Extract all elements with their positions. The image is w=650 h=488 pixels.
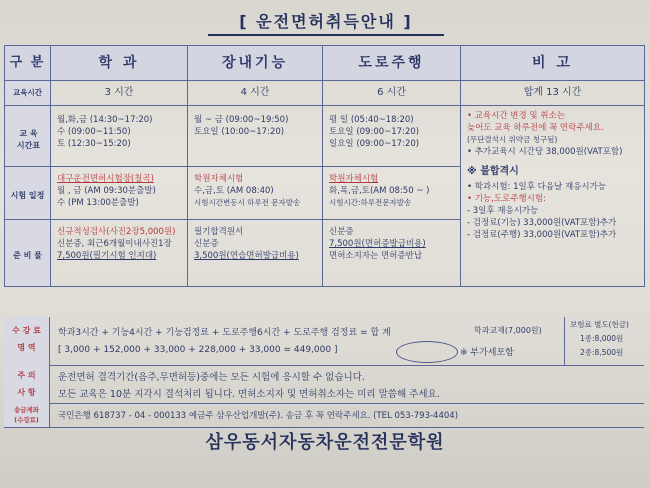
page-title: [ 운전면허취득안내 ] <box>208 10 444 36</box>
header-notes: 비 고 <box>461 46 645 81</box>
title-text: 운전면허취득안내 <box>256 12 396 31</box>
prep-skills-line: 필기합격원서 <box>194 227 244 237</box>
caution-label <box>4 365 50 403</box>
schedule-label-2: 시간표 <box>16 140 41 150</box>
fees-label-2: 명 역 <box>17 343 36 352</box>
total-circle <box>396 341 458 363</box>
notes-line: - 검정료(기능) 33,000원(VAT포함)추가 <box>467 218 617 228</box>
prep-label: 준 비 물 <box>5 220 51 287</box>
account-label-1: 송금계좌 <box>13 406 40 414</box>
info-table <box>4 45 645 287</box>
schedule-road <box>323 106 461 167</box>
exam-classroom-line: 대구운전면허시험장(칠곡) <box>57 174 154 184</box>
notes-line: • 추가교육시 시간당 38,000원(VAT포함) <box>467 147 623 157</box>
exam-road-line: 화,목,금,토(AM 08:50 ~ ) <box>329 186 430 196</box>
caution-line-1: 운전면허 결격기간(음주,무면허등)중에는 모든 시험에 응시할 수 없습니다. <box>58 372 365 383</box>
account-text: 국민은행 618737 - 04 - 000133 예금주 삼우산업개발(주). 송금 후 꼭 연락주세요. (TEL 053-793-4404) <box>58 411 459 421</box>
fees-label-1: 수 강 료 <box>12 326 41 335</box>
caution-line-2: 모든 교육은 10분 지각시 결석처리 됩니다. 면허소지자 및 면허취소자는 미리 말씀해 주세요. <box>58 389 440 400</box>
prep-classroom-line: 신규적성검사(사진2장5,000원) <box>57 227 176 237</box>
schedule-classroom-line: 토 (12:30~15:20) <box>57 139 131 149</box>
account-label-2: (수강료) <box>14 416 39 424</box>
hours-label: 교육시간 <box>5 81 51 106</box>
insurance-title: 보험료 별도(현금) <box>570 320 629 329</box>
schedule-road-line: 토요일 (09:00~17:20) <box>329 127 420 137</box>
notes-line: • 교육시간 변경 및 취소는 <box>467 111 565 121</box>
header-row <box>5 46 645 81</box>
exam-skills-line: 학원자체시험 <box>194 174 244 184</box>
hours-classroom: 3 시간 <box>51 81 188 106</box>
exam-skills-line: 수,금,토 (AM 08:40) <box>194 186 274 196</box>
fees-row <box>4 317 644 366</box>
insurance-2: 2종:8,500원 <box>580 348 624 357</box>
prep-road-line: 면허소지자는 면허증반납 <box>329 251 423 261</box>
fees-label <box>4 317 50 365</box>
account-row <box>4 403 644 428</box>
fees-vat: ※ 부가세포함 <box>460 348 514 358</box>
notes-line: • 학과시험: 1일후 다음날 재응시가능 <box>467 182 607 192</box>
schedule-label <box>5 106 51 167</box>
exam-classroom-line: 월 , 금 (AM 09:30분출발) <box>57 186 156 196</box>
exam-road-line: 시험시간:하루전문자발송 <box>329 198 412 207</box>
notes-line: (무단결석시 위약금 청구됨) <box>467 135 558 144</box>
notes-line: • 기능,도로주행시험: <box>467 194 546 204</box>
caution-label-1: 주 의 <box>17 371 36 380</box>
exam-skills <box>188 167 323 220</box>
prep-road-line: 신분증 <box>329 227 354 237</box>
caution-row <box>4 365 644 404</box>
prep-classroom-line: 신분증, 최근6개월이내사진1장 <box>57 239 172 249</box>
schedule-label-1: 교 육 <box>19 128 38 138</box>
insurance-1: 1종:8,000원 <box>580 334 624 343</box>
fees-amounts: [ 3,000 + 152,000 + 33,000 + 228,000 + 33,000 = 449,000 ] <box>58 345 338 355</box>
notes-line: - 검정료(주행) 33,000원(VAT포함)추가 <box>467 230 617 240</box>
exam-skills-line: 시험시간변동시 하루전 문자발송 <box>194 198 301 207</box>
notes-cell <box>461 106 645 287</box>
caution-label-2: 사 항 <box>17 388 36 397</box>
hours-skills: 4 시간 <box>188 81 323 106</box>
header-classroom: 학 과 <box>51 46 188 81</box>
schedule-classroom-line: 월,화,금 (14:30~17:20) <box>57 115 153 125</box>
schedule-row <box>5 106 645 167</box>
schedule-classroom <box>51 106 188 167</box>
schedule-skills <box>188 106 323 167</box>
notes-line: 늦어도 교육 하루전에 꼭 연락주세요. <box>467 123 604 133</box>
insurance-divider <box>564 317 565 365</box>
header-road: 도로주행 <box>323 46 461 81</box>
fees-formula: 학과3시간 + 기능4시간 + 기능검정료 + 도로주행6시간 + 도로주행 검정료 = 합 계 <box>58 328 391 338</box>
exam-label: 시험 일정 <box>5 167 51 220</box>
schedule-road-line: 평 일 (05:40~18:20) <box>329 115 414 125</box>
hours-road: 6 시간 <box>323 81 461 106</box>
schedule-road-line: 일요일 (09:00~17:20) <box>329 139 420 149</box>
notes-line: - 3일후 재응시가능 <box>467 206 539 216</box>
prep-skills-line: 3,500원(연습면허발급비용) <box>194 251 299 261</box>
prep-classroom-line: 7,500원(필기시험 인지대) <box>57 251 157 261</box>
account-label <box>4 403 50 427</box>
prep-road-line: 7,500원(면허증발급비용) <box>329 239 426 249</box>
hours-row <box>5 81 645 106</box>
exam-classroom <box>51 167 188 220</box>
exam-classroom-line: 수 (PM 13:00분출발) <box>57 198 139 208</box>
schedule-skills-line: 월 ~ 금 (09:00~19:50) <box>194 115 289 125</box>
fees-textbook: 학과교재(7,000원) <box>474 326 542 335</box>
exam-road <box>323 167 461 220</box>
schedule-skills-line: 토요일 (10:00~17:20) <box>194 127 285 137</box>
school-name: 삼우동서자동차운전전문학원 <box>205 432 445 453</box>
exam-road-line: 학원자체시험 <box>329 174 379 184</box>
prep-road <box>323 220 461 287</box>
header-skills: 장내기능 <box>188 46 323 81</box>
hours-total: 합계 13 시간 <box>461 81 645 106</box>
prep-skills <box>188 220 323 287</box>
prep-skills-line: 신분증 <box>194 239 219 249</box>
notes-line: ※ 불합격시 <box>467 166 519 177</box>
schedule-classroom-line: 수 (09:00~11:50) <box>57 127 131 137</box>
prep-classroom <box>51 220 188 287</box>
header-category: 구 분 <box>5 46 51 81</box>
